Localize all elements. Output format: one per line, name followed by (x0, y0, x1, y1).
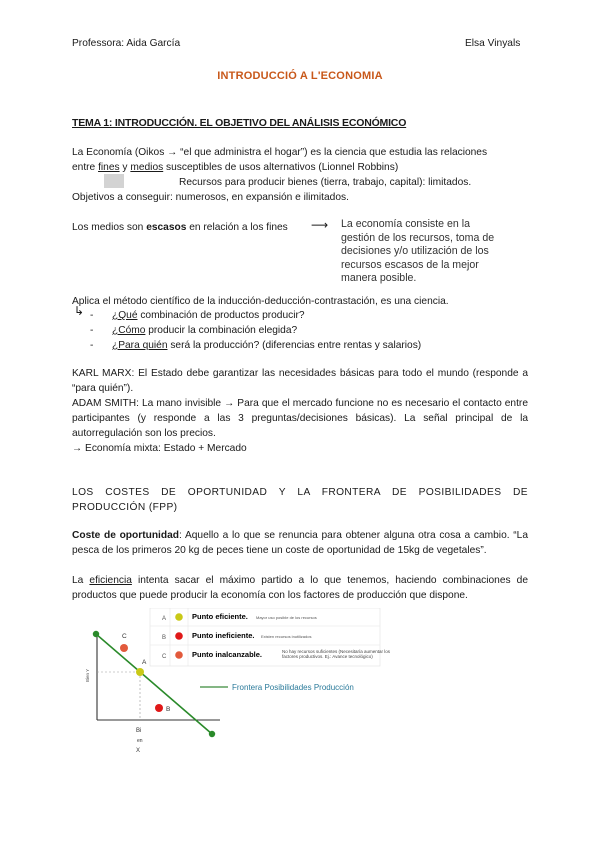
eficiencia-paragraph: La eficiencia intenta sacar el máximo partido a lo que tenemos, haciendo combinaciones de productos que puede producir la economía con los factores de producción que dispone. (72, 575, 528, 601)
legend-dot-c (175, 651, 183, 659)
legend-label-c: Punto inalcanzable. (192, 650, 263, 659)
point-b-dot (155, 704, 163, 712)
arrow-right-icon: ⟶ (311, 218, 329, 232)
coste-paragraph: Coste de oportunidad: Aquello a lo que se renuncia para obtener alguna otra cosa a cambio. “La pesca de los primeros 20 kg de peces tiene un coste de oportunidad de 15kg de vegetales”. (72, 530, 528, 556)
medios-term: medios (130, 162, 164, 173)
legend-label-b: Punto ineficiente. (192, 631, 255, 640)
economy-note: La economía consiste en la gestión de los recursos, toma de decisiones y/o utilización de los recursos escasos de la mejor manera posible. (341, 218, 495, 284)
marx-paragraph: KARL MARX: El Estado debe garantizar las necesidades básicas para todo el mundo (responde a “para quién”). (72, 368, 528, 394)
legend-desc-c: No hay recursos suficientes (Necesitaría aumentar los factores productivos. Ej.: Avance tecnológico) (282, 649, 391, 659)
escasos-line: Los medios son escasos en relación a los fines (72, 222, 288, 233)
point-b-label: B (166, 706, 171, 713)
header-student: Elsa Vinyals (465, 38, 521, 49)
legend-dot-b (175, 632, 183, 640)
y-axis-label: Bien Y (85, 668, 90, 682)
ppf-diagram (80, 608, 450, 768)
question-item: - ¿Qué combinación de productos producir? (90, 310, 305, 321)
legend-label-a: Punto eficiente. (192, 612, 248, 621)
frontier-label: Frontera Posibilidades Producción (232, 683, 354, 692)
frontier-endpoint (209, 731, 215, 737)
legend-dot-a (175, 613, 183, 621)
legend-desc-b: Existen recursos inutilizados (261, 634, 312, 639)
point-a-label: A (142, 659, 147, 666)
point-c-label: C (122, 633, 127, 640)
costes-heading: LOS COSTES DE OPORTUNIDAD Y LA FRONTERA DE POSIBILIDADES DE PRODUCCIÓN (FPP) (72, 487, 528, 513)
highlight-box (104, 174, 124, 188)
question-item: - ¿Para quién será la producción? (diferencias entre rentas y salarios) (90, 340, 422, 351)
legend-key-b: B (162, 635, 167, 641)
recursos-line: Recursos para producir bienes (tierra, trabajo, capital): limitados. (179, 177, 472, 188)
frontier-endpoint (93, 631, 99, 637)
mixed-economy-line: → Economía mixta: Estado + Mercado (72, 443, 247, 454)
return-arrow-icon: ↳ (74, 304, 85, 318)
x-axis-label-1: Bi (136, 728, 142, 734)
legend-desc-a: Mayor uso posible de los recursos (256, 615, 317, 620)
tema1-heading: TEMA 1: INTRODUCCIÓN. EL OBJETIVO DEL ANÁLISIS ECONÓMICO (72, 117, 407, 129)
definition-line1: La Economía (Oikos → “el que administra el hogar”) es la ciencia que estudia las relaciones (72, 147, 488, 158)
question-item: - ¿Cómo producir la combinación elegida? (90, 325, 298, 336)
header-teacher: Professora: Aida García (72, 38, 181, 49)
x-axis-label-2: en (137, 738, 143, 744)
definition-line2: entre fines y medios susceptibles de usos alternativos (Lionnel Robbins) (72, 162, 399, 173)
x-axis-label-3: X (136, 748, 141, 754)
document-title: INTRODUCCIÓ A L'ECONOMIA (217, 70, 383, 82)
smith-paragraph: ADAM SMITH: La mano invisible → Para que el mercado funcione no es necesario el contacto entre participantes (y responde a las 3 preguntas/decisiones básicas). La señal principal de la autorregulación son los precios. (72, 398, 528, 439)
metodo-line: Aplica el método científico de la inducción-deducción-contrastación, es una ciencia. (72, 296, 449, 307)
legend-key-c: C (162, 654, 167, 660)
objetivos-line: Objetivos a conseguir: numerosos, en expansión e ilimitados. (72, 192, 349, 203)
point-a-dot (136, 668, 144, 676)
point-c-dot (120, 644, 128, 652)
fines-term: fines (98, 162, 120, 173)
legend-key-a: A (162, 616, 167, 622)
